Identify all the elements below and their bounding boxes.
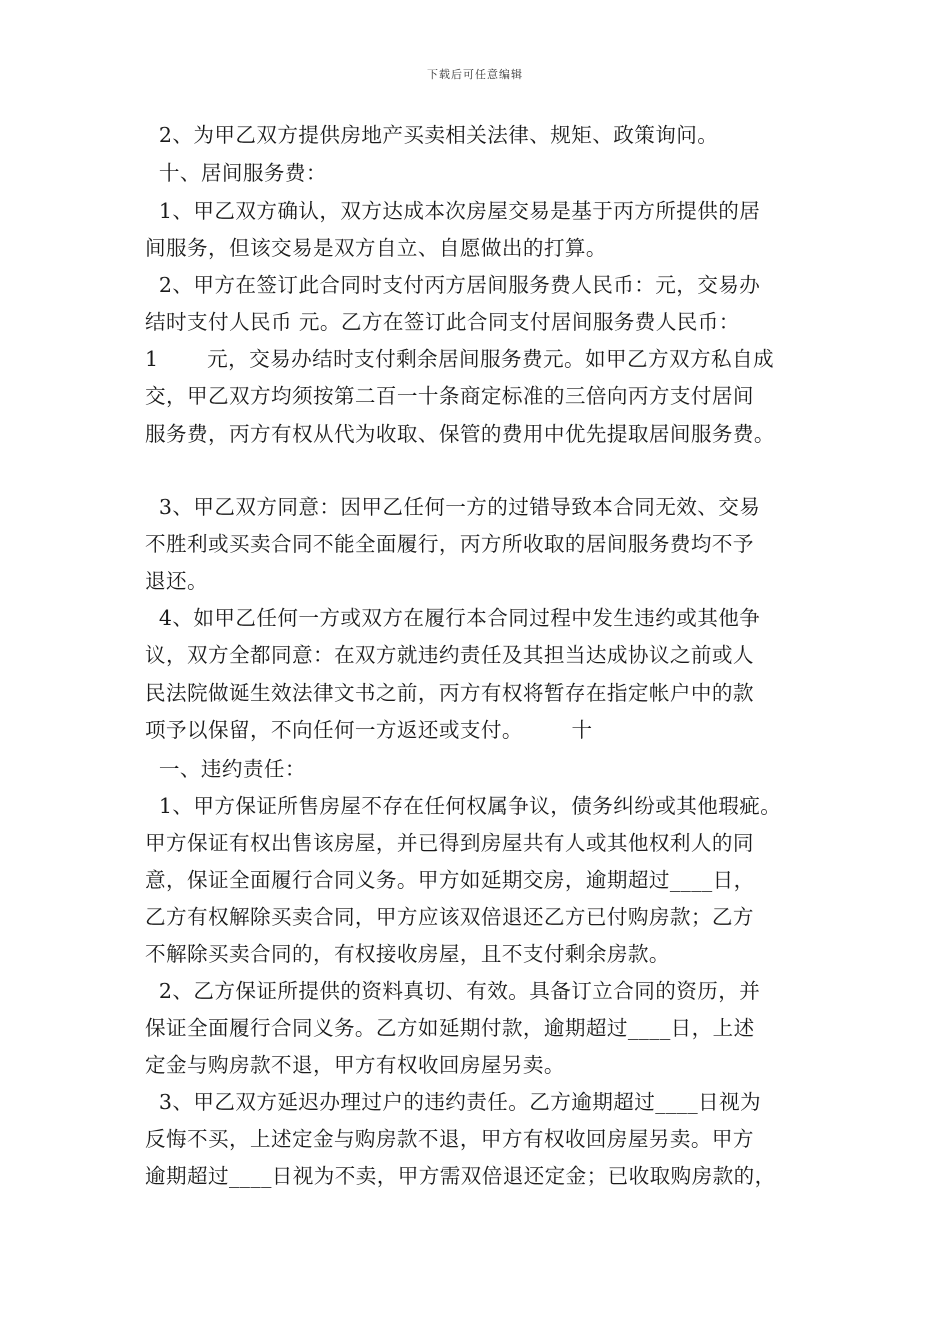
paragraph-line: 2、为甲乙双方提供房地产买卖相关法律、规矩、政策询问。 (145, 123, 719, 147)
paragraph-line: 3、甲乙双方延迟办理过户的违约责任。乙方逾期超过____日视为 (145, 1090, 762, 1114)
paragraph-line: 交，甲乙双方均须按第二百一十条商定标准的三倍向丙方支付居间 (145, 384, 754, 408)
paragraph-line: 意，保证全面履行合同义务。甲方如延期交房，逾期超过____日， (145, 868, 755, 892)
paragraph-line: 保证全面履行合同义务。乙方如延期付款，逾期超过____日，上述 (145, 1016, 755, 1040)
paragraph-line: 反悔不买，上述定金与购房款不退，甲方有权收回房屋另卖。甲方 (145, 1127, 754, 1151)
paragraph-line: 不胜利或买卖合同不能全面履行，丙方所收取的居间服务费均不予 (145, 532, 754, 556)
paragraph-line: 不解除买卖合同的，有权接收房屋，且不支付剩余房款。 (145, 942, 670, 966)
paragraph-line: 1、甲乙双方确认，双方达成本次房屋交易是基于丙方所提供的居 (145, 199, 761, 223)
paragraph-line: 1 元，交易办结时支付剩余居间服务费元。如甲乙方双方私自成 (145, 347, 774, 371)
paragraph-line: 2、甲方在签订此合同时支付丙方居间服务费人民币：元，交易办 (145, 273, 761, 297)
paragraph-line: 乙方有权解除买卖合同，甲方应该双倍退还乙方已付购房款；乙方 (145, 905, 754, 929)
paragraph-line: 间服务，但该交易是双方自立、自愿做出的打算。 (145, 236, 607, 260)
paragraph-line: 服务费，丙方有权从代为收取、保管的费用中优先提取居间服务费。 (145, 422, 775, 446)
paragraph-line: 项予以保留，不向任何一方返还或支付。 十 (145, 718, 593, 742)
paragraph-line: 4、如甲乙任何一方或双方在履行本合同过程中发生违约或其他争 (145, 606, 761, 630)
paragraph-line: 2、乙方保证所提供的资料真切、有效。具备订立合同的资历，并 (145, 979, 761, 1003)
paragraph-line: 1、甲方保证所售房屋不存在任何权属争议，债务纠纷或其他瑕疵。 (145, 794, 782, 818)
paragraph-line: 结时支付人民币 元。乙方在签订此合同支付居间服务费人民币： (145, 310, 740, 334)
paragraph-line: 甲方保证有权出售该房屋，并已得到房屋共有人或其他权利人的同 (145, 831, 754, 855)
paragraph-line: 议，双方全都同意：在双方就违约责任及其担当达成协议之前或人 (145, 643, 754, 667)
page-header: 下载后可任意编辑 (427, 68, 523, 81)
paragraph-line: 逾期超过____日视为不卖，甲方需双倍退还定金；已收取购房款的， (145, 1164, 776, 1188)
paragraph-line: 3、甲乙双方同意：因甲乙任何一方的过错导致本合同无效、交易 (145, 495, 761, 519)
section-heading: 一、违约责任： (145, 757, 306, 781)
paragraph-line: 定金与购房款不退，甲方有权收回房屋另卖。 (145, 1053, 565, 1077)
paragraph-line: 退还。 (145, 569, 208, 593)
section-heading: 十、居间服务费： (145, 161, 327, 185)
paragraph-line: 民法院做诞生效法律文书之前，丙方有权将暂存在指定帐户中的款 (145, 681, 754, 705)
